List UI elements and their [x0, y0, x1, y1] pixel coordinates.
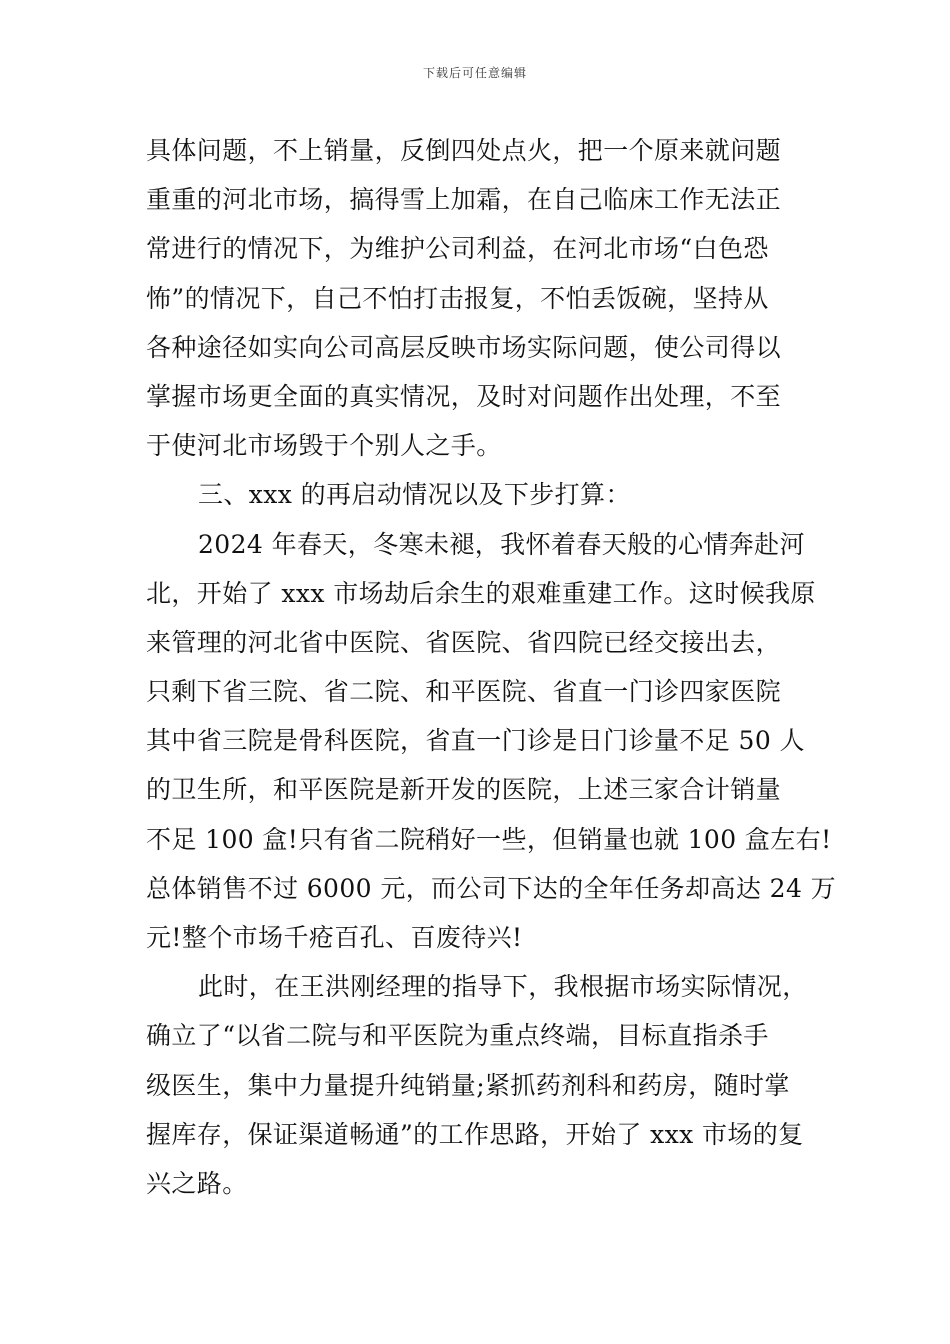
text-line: 兴之路。 [146, 1168, 248, 1198]
text-line: 握库存，保证渠道畅通”的工作思路，开始了 xxx 市场的复 [146, 1119, 804, 1149]
text-line: 不足 100 盒!只有省二院稍好一些，但销量也就 100 盒左右! [146, 824, 832, 854]
section-heading: 三、xxx 的再启动情况以及下步打算： [198, 480, 631, 510]
text-line: 此时，在王洪刚经理的指导下，我根据市场实际情况， [198, 972, 808, 1002]
text-line: 级医生，集中力量提升纯销量;紧抓药剂科和药房，随时掌 [146, 1070, 790, 1100]
text-line: 其中省三院是骨科医院，省直一门诊是日门诊量不足 50 人 [146, 726, 805, 756]
text-line: 常进行的情况下，为维护公司利益，在河北市场“白色恐 [146, 234, 769, 264]
text-line: 北，开始了 xxx 市场劫后余生的艰难重建工作。这时候我原 [146, 578, 816, 608]
text-line: 的卫生所，和平医院是新开发的医院，上述三家合计销量 [146, 775, 782, 805]
document-body [146, 126, 836, 1208]
text-line: 来管理的河北省中医院、省医院、省四院已经交接出去， [146, 627, 782, 657]
text-line: 元!整个市场千疮百孔、百废待兴! [146, 923, 523, 952]
text-line: 2024 年春天，冬寒未褪，我怀着春天般的心情奔赴河 [198, 529, 805, 559]
text-line: 于使河北市场毁于个别人之手。 [146, 431, 502, 461]
text-line: 重重的河北市场，搞得雪上加霜，在自己临床工作无法正 [146, 185, 782, 215]
text-line: 总体销售不过 6000 元，而公司下达的全年任务却高达 24 万 [146, 873, 837, 903]
text-line: 各种途径如实向公司高层反映市场实际问题，使公司得以 [146, 332, 782, 362]
text-line: 怖”的情况下，自己不怕打击报复，不怕丢饭碗，坚持从 [146, 283, 769, 313]
text-line: 掌握市场更全面的真实情况，及时对问题作出处理，不至 [146, 381, 782, 411]
text-line: 只剩下省三院、省二院、和平医院、省直一门诊四家医院 [146, 677, 782, 707]
page-header-note: 下载后可任意编辑 [422, 66, 527, 80]
text-line: 确立了“以省二院与和平医院为重点终端，目标直指杀手 [146, 1021, 769, 1051]
text-line: 具体问题，不上销量，反倒四处点火，把一个原来就问题 [146, 136, 782, 165]
